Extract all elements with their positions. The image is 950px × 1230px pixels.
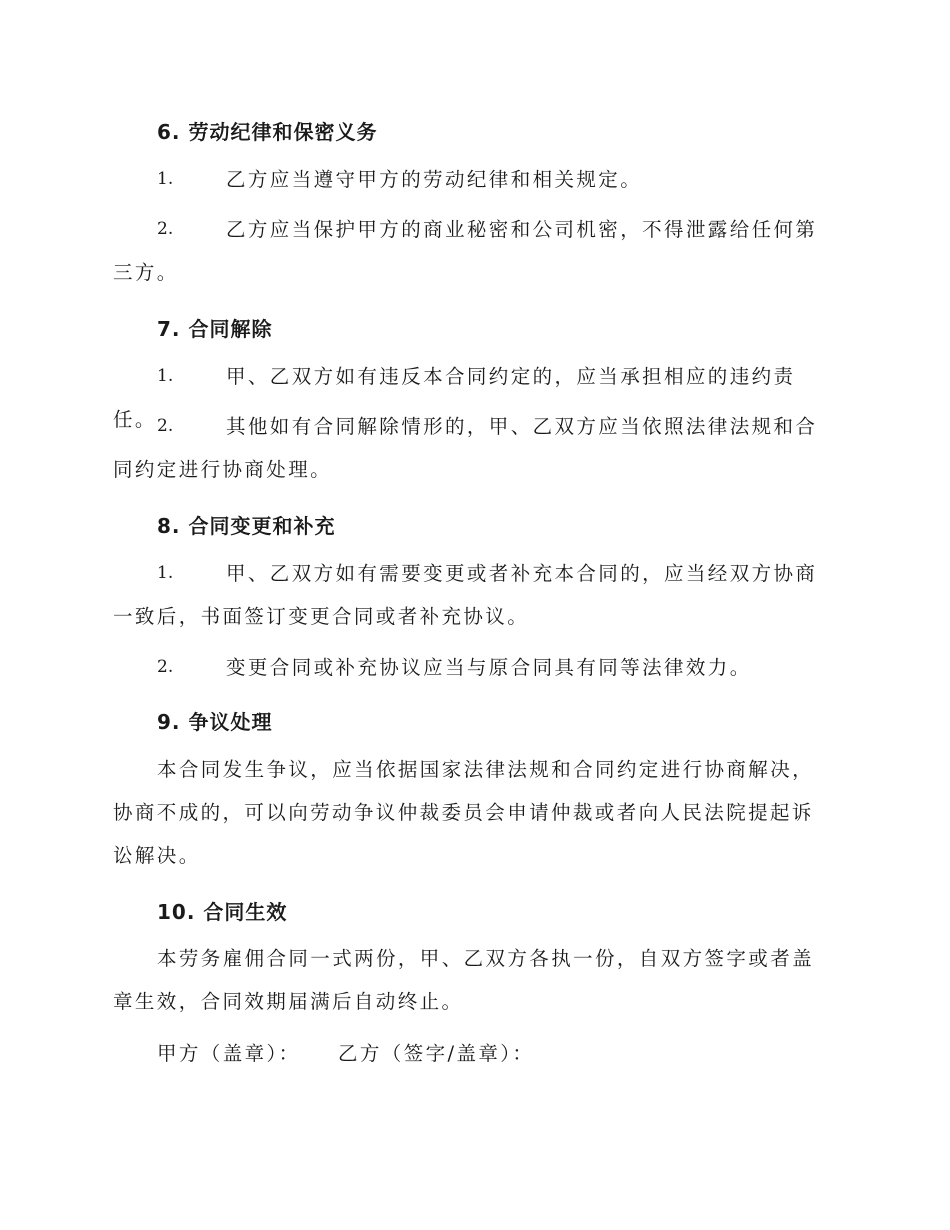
- item-number: 2.: [157, 657, 174, 677]
- item-number: 1.: [157, 366, 174, 386]
- section-8-item-2: [113, 646, 833, 689]
- party-b-signature-label: 乙方（签字/盖章）：: [338, 1042, 535, 1065]
- item-text: 其他如有合同解除情形的，甲、乙双方应当依照法律法规和合同约定进行协商处理。: [113, 415, 818, 481]
- item-number: 1.: [157, 169, 174, 189]
- item-text: 乙方应当保护甲方的商业秘密和公司机密，不得泄露给任何第三方。: [113, 218, 818, 284]
- section-6-heading: 6. 劳动纪律和保密义务: [157, 120, 378, 144]
- item-number: 1.: [157, 563, 174, 583]
- section-7-heading: 7. 合同解除: [157, 317, 273, 341]
- section-6-item-2: [113, 208, 833, 294]
- item-number: 2.: [157, 219, 174, 239]
- section-8-item-1: [113, 552, 833, 638]
- section-6-item-1: [113, 158, 833, 201]
- section-8-heading: 8. 合同变更和补充: [157, 514, 336, 538]
- item-text: 乙方应当遵守甲方的劳动纪律和相关规定。: [226, 168, 643, 191]
- item-text: 甲、乙双方如有需要变更或者补充本合同的，应当经双方协商一致后，书面签订变更合同或者补充协议。: [113, 562, 818, 628]
- section-10-paragraph: 本劳务雇佣合同一式两份，甲、乙双方各执一份，自双方签字或者盖章生效，合同效期届满后自动终止。: [113, 947, 815, 1013]
- section-10-heading: 10. 合同生效: [157, 900, 288, 924]
- section-9-paragraph: 本合同发生争议，应当依据国家法律法规和合同约定进行协商解决，协商不成的，可以向劳动争议仲裁委员会申请仲裁或者向人民法院提起诉讼解决。: [113, 758, 815, 867]
- item-number: 2.: [157, 416, 174, 436]
- item-text: 甲、乙双方如有违反本合同约定的，应当承担相应的违约责任。: [113, 365, 796, 431]
- item-text: 变更合同或补充协议应当与原合同具有同等法律效力。: [226, 656, 752, 679]
- section-9-heading: 9. 争议处理: [157, 710, 273, 734]
- section-7-item-2: [113, 405, 833, 491]
- party-a-signature-label: 甲方（盖章）：: [157, 1042, 301, 1065]
